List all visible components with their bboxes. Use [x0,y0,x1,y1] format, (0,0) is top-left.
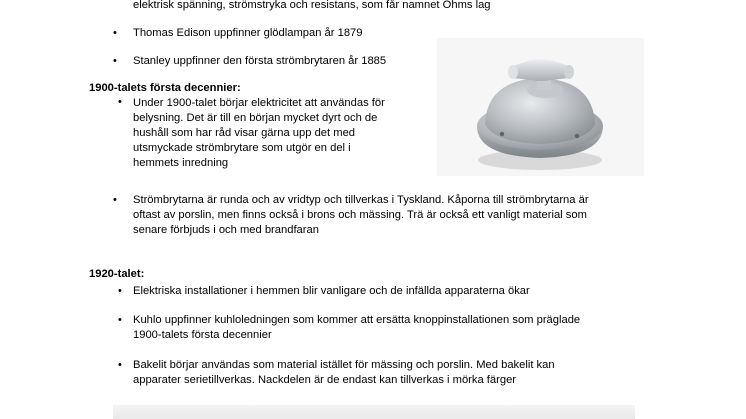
section-1920-heading: 1920-talet: [89,268,145,280]
section-1920-bullet2-line: Kuhlo uppfinner kuhloledningen som kommer att ersätta knoppinstallationen som präglade [133,314,581,326]
bullet-icon: • [113,27,117,39]
bullet-icon: • [118,359,122,371]
section-1900-bullet2-line: senare förbjuds i och med brandfaran [133,224,319,236]
section-1900-bullet1-line: Under 1900-talet börjar elektricitet att användas för [133,97,385,109]
section-1900-bullet1-line: hemmets inredning [133,157,229,169]
section-1900-heading: 1900-talets första decennier: [89,82,241,94]
porcelain-switch-photo [437,38,644,176]
edison-bullet-text: Thomas Edison uppfinner glödlampan år 1879 [133,27,363,39]
bullet-icon: • [118,285,122,297]
bullet-icon: • [118,314,122,326]
next-image-partial [113,405,635,419]
section-1900-bullet1-line: belysning. Det är till en början mycket dyrt och de [133,112,378,124]
intro-continuation-text: elektrisk spänning, strömstryka och resistans, som får namnet Ohms lag [133,0,491,11]
section-1900-bullet1-line: hushåll som har råd visar gärna upp det med [133,127,356,139]
stanley-bullet-text: Stanley uppfinner den första strömbrytaren år 1885 [133,55,387,67]
section-1900-bullet2-line: oftast av porslin, men finns också i brons och mässing. Trä är också ett vanligt material som [133,209,587,221]
section-1900-bullet2-line: Strömbrytarna är runda och av vridtyp och tillverkas i Tyskland. Kåporna till strömbrytarna är [133,194,589,206]
section-1920-bullet3-line: apparater serietillverkas. Nackdelen är de endast kan tillverkas i mörka färger [133,374,517,386]
bullet-icon: • [113,55,117,67]
bullet-icon: • [113,194,117,206]
porcelain-switch-image [437,38,644,176]
section-1920-bullet2-line: 1900-talets första decennier [133,329,272,341]
section-1900-bullet1-line: utsmyckade strömbrytare som utgör en del i [133,142,351,154]
section-1920-bullet1-line: Elektriska installationer i hemmen blir vanligare och de infällda apparaterna ökar [133,285,530,297]
bullet-icon: • [118,96,122,108]
section-1920-bullet3-line: Bakelit börjar användas som material istället för mässing och porslin. Med bakelit kan [133,359,555,371]
